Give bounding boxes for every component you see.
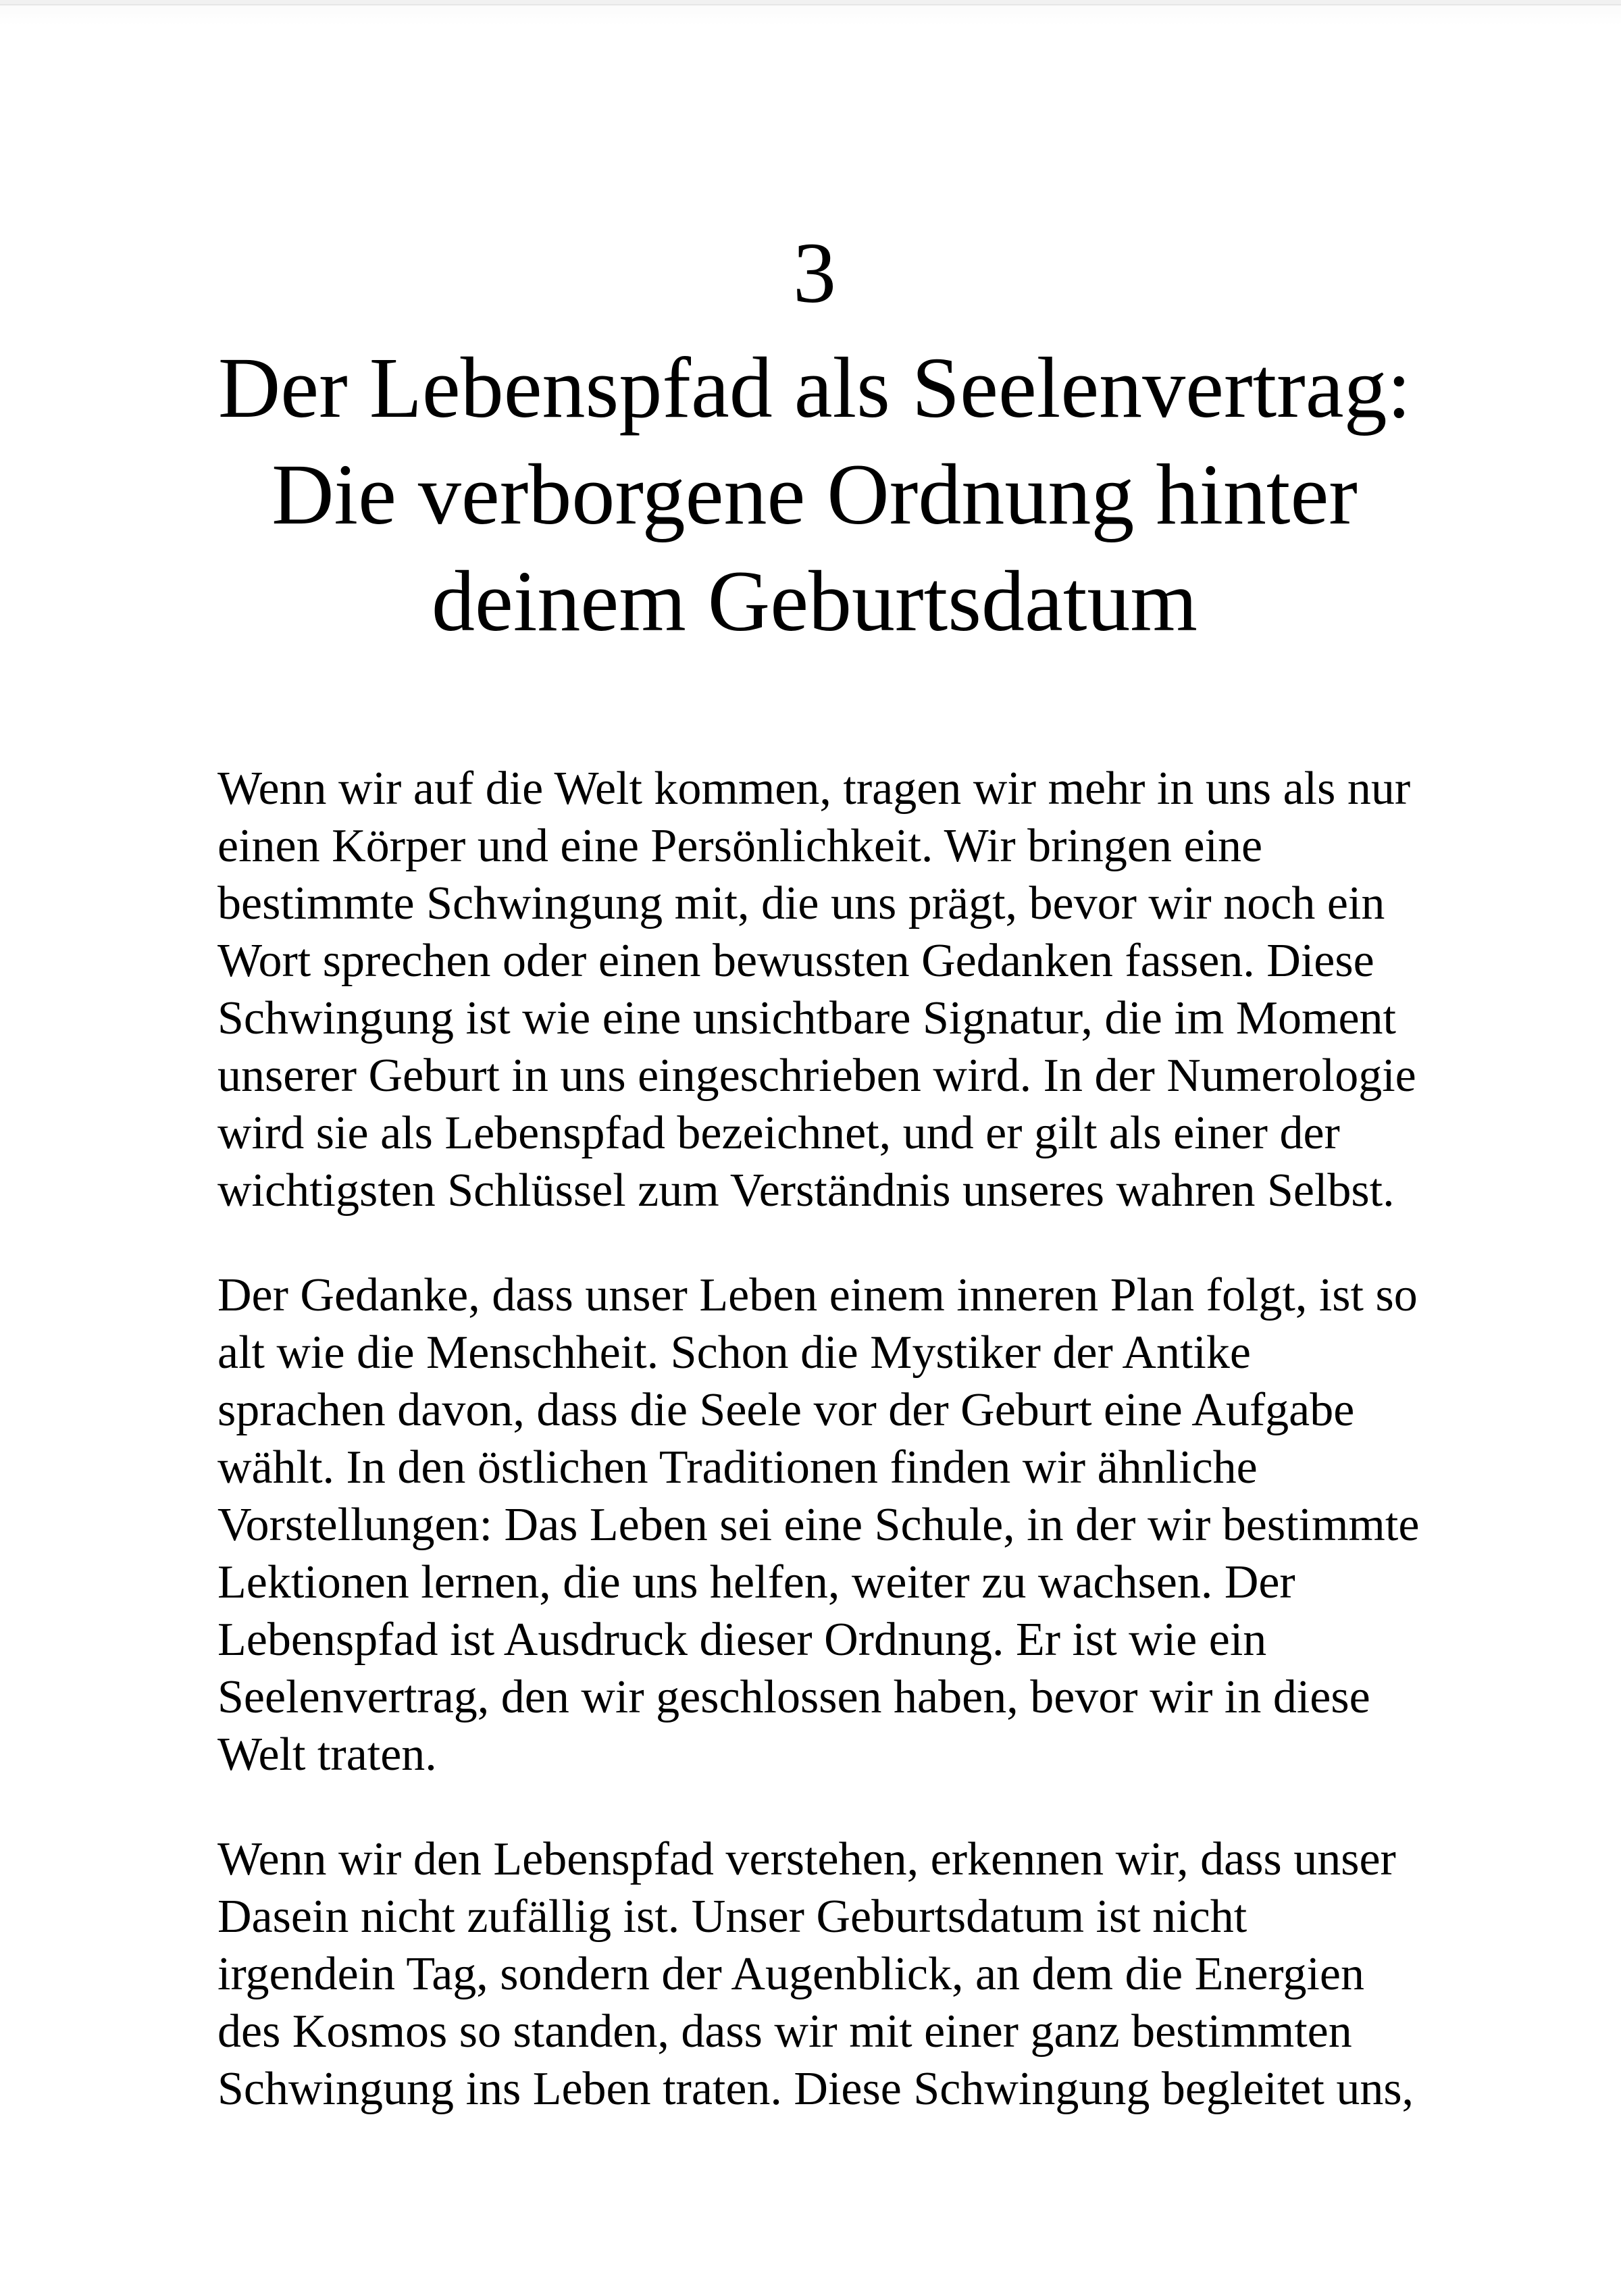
text-line: Welt traten. <box>217 1729 437 1781</box>
chapter-title-line: Die verborgene Ordnung hinter <box>272 447 1358 542</box>
text-line: sprachen davon, dass die Seele vor der Geburt eine Aufgabe <box>217 1384 1355 1436</box>
text-line: Lebenspfad ist Ausdruck dieser Ordnung. Er ist wie ein <box>217 1614 1267 1666</box>
chapter-number: 3 <box>793 225 836 321</box>
text-line: bestimmte Schwingung mit, die uns prägt, bevor wir noch ein <box>217 877 1385 929</box>
text-line: Der Gedanke, dass unser Leben einem inneren Plan folgt, ist so <box>217 1269 1418 1321</box>
chapter-title-line: Der Lebenspfad als Seelenvertrag: <box>217 340 1412 436</box>
text-line: Schwingung ist wie eine unsichtbare Signatur, die im Moment <box>217 992 1396 1044</box>
paragraph <box>217 1267 1420 1783</box>
paragraph <box>217 760 1416 1219</box>
page-top-separator <box>0 0 1621 5</box>
text-line: unserer Geburt in uns eingeschrieben wird. In der Numerologie <box>217 1050 1416 1102</box>
text-line: wählt. In den östlichen Traditionen finden wir ähnliche <box>217 1442 1258 1494</box>
page-top-fade <box>0 5 1621 26</box>
text-line: irgendein Tag, sondern der Augenblick, an dem die Energien <box>217 1948 1364 2000</box>
text-line: Wenn wir auf die Welt kommen, tragen wir mehr in uns als nur <box>217 763 1411 815</box>
text-line: wird sie als Lebenspfad bezeichnet, und er gilt als einer der <box>217 1107 1340 1159</box>
text-line: des Kosmos so standen, dass wir mit einer ganz bestimmten <box>217 2006 1352 2058</box>
text-line: Wenn wir den Lebenspfad verstehen, erkennen wir, dass unser <box>217 1833 1396 1885</box>
text-line: Vorstellungen: Das Leben sei eine Schule, in der wir bestimmte <box>217 1499 1420 1551</box>
text-line: Lektionen lernen, die uns helfen, weiter zu wachsen. Der <box>217 1556 1295 1608</box>
text-line: alt wie die Menschheit. Schon die Mystiker der Antike <box>217 1327 1251 1379</box>
text-line: einen Körper und eine Persönlichkeit. Wir bringen eine <box>217 820 1263 872</box>
chapter-title-line: deinem Geburtsdatum <box>432 553 1198 649</box>
chapter-body <box>217 760 1420 2118</box>
text-line: wichtigsten Schlüssel zum Verständnis unseres wahren Selbst. <box>217 1165 1395 1217</box>
chapter-content <box>217 225 1420 2118</box>
paragraph <box>217 1831 1412 2118</box>
text-line: Wort sprechen oder einen bewussten Gedanken fassen. Diese <box>217 935 1374 987</box>
text-line: Seelenvertrag, den wir geschlossen haben, bevor wir in diese <box>217 1671 1370 1723</box>
text-line: Schwingung ins Leben traten. Diese Schwingung begleitet uns, <box>217 2063 1414 2115</box>
chapter-title <box>217 334 1412 655</box>
text-line: Dasein nicht zufällig ist. Unser Geburtsdatum ist nicht <box>217 1891 1247 1943</box>
